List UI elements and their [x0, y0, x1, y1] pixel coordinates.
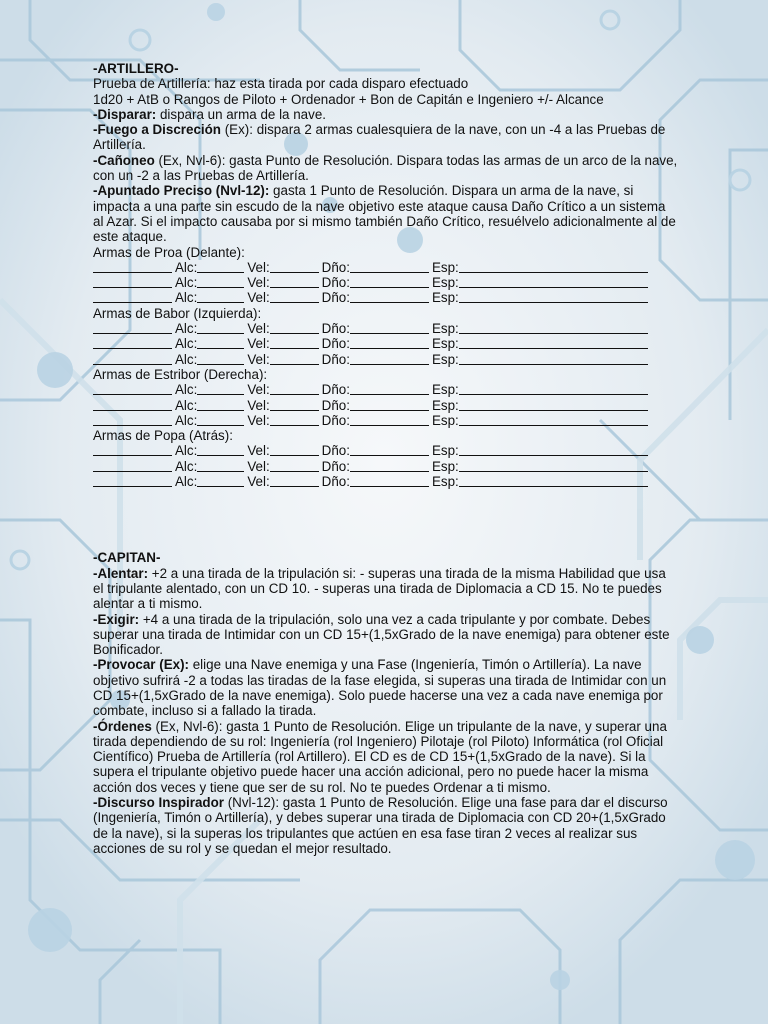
weapon-esp-blank[interactable]: [459, 443, 648, 456]
ability-apuntado-preciso: [93, 183, 678, 244]
ability-text: dispara un arma de la nave.: [156, 106, 326, 122]
weapon-vel-label: Vel:: [247, 443, 270, 459]
ability-discurso-inspirador: [93, 795, 678, 856]
ability-name: -Discurso Inspirador: [93, 795, 224, 811]
weapon-vel-label: Vel:: [247, 458, 270, 474]
weapon-dno-blank[interactable]: [350, 290, 429, 303]
weapon-row: [93, 474, 678, 489]
weapon-esp-blank[interactable]: [459, 352, 648, 365]
weapon-name-blank[interactable]: [93, 474, 172, 487]
weapon-vel-label: Vel:: [247, 351, 270, 367]
weapon-group-title: Armas de Babor (Izquierda):: [93, 305, 262, 321]
weapon-esp-label: Esp:: [431, 336, 459, 352]
weapon-alc-label: Alc:: [175, 474, 198, 490]
weapon-vel-blank[interactable]: [270, 260, 319, 273]
weapon-esp-blank[interactable]: [459, 459, 648, 472]
weapon-alc-label: Alc:: [175, 412, 198, 428]
weapon-vel-label: Vel:: [247, 474, 270, 490]
weapon-dno-blank[interactable]: [350, 382, 429, 395]
weapon-esp-blank[interactable]: [459, 321, 648, 334]
ability-text: : gasta 1 Punto de Resolución. Elige un tripulante de la nave, y superar una tirada dependiendo de su rol: Ingeniería (rol Ingeniero) Pilotaje (rol Piloto) Informática (rol Oficial Científico) Prueba de Artillería (rol Artillero). El CD es de CD 15+(1,5xGrado de la nave). Si la supera el tripulante objetivo puede hacer una acción adicional, pero no puede hacer la misma acción dos veces y tiene que ser de su rol. No te puedes Ordenar a ti mismo.: [93, 718, 667, 795]
ability-text: : gasta Punto de Resolución. Dispara todas las armas de un arco de la nave, con un -2 a las Pruebas de Artillería.: [93, 152, 678, 184]
ability-name: -Cañoneo: [93, 152, 155, 168]
weapon-alc-label: Alc:: [175, 336, 198, 352]
weapon-esp-blank[interactable]: [459, 382, 648, 395]
weapon-alc-label: Alc:: [175, 458, 198, 474]
capitan-heading: -CAPITAN-: [93, 550, 161, 566]
artillero-heading: -ARTILLERO-: [93, 61, 179, 76]
weapon-name-blank[interactable]: [93, 290, 172, 303]
weapon-vel-blank[interactable]: [270, 443, 319, 456]
weapon-group-title: Armas de Estribor (Derecha):: [93, 366, 268, 382]
weapon-dno-label: Dño:: [321, 351, 350, 367]
weapon-alc-blank[interactable]: [197, 321, 244, 334]
weapon-row: [93, 443, 678, 458]
weapon-vel-blank[interactable]: [270, 459, 319, 472]
weapon-vel-blank[interactable]: [270, 352, 319, 365]
weapon-vel-blank[interactable]: [270, 321, 319, 334]
weapon-vel-label: Vel:: [247, 290, 270, 306]
weapon-row: [93, 260, 678, 275]
weapon-vel-label: Vel:: [247, 275, 270, 291]
weapon-alc-blank[interactable]: [197, 398, 244, 411]
weapon-dno-label: Dño:: [321, 397, 350, 413]
weapon-name-blank[interactable]: [93, 352, 172, 365]
weapon-alc-blank[interactable]: [197, 459, 244, 472]
weapon-name-blank[interactable]: [93, 336, 172, 349]
weapon-vel-blank[interactable]: [270, 382, 319, 395]
weapon-row: [93, 352, 678, 367]
weapon-dno-label: Dño:: [321, 290, 350, 306]
weapon-row: [93, 398, 678, 413]
weapon-esp-label: Esp:: [431, 351, 459, 367]
weapon-name-blank[interactable]: [93, 398, 172, 411]
weapon-alc-blank[interactable]: [197, 382, 244, 395]
weapon-esp-label: Esp:: [431, 397, 459, 413]
weapon-dno-label: Dño:: [321, 443, 350, 459]
weapon-alc-blank[interactable]: [197, 260, 244, 273]
weapon-esp-label: Esp:: [431, 290, 459, 306]
weapon-row: [93, 290, 678, 305]
ability-tag: (Ex, Nvl-6): [154, 152, 222, 168]
weapon-row: [93, 459, 678, 474]
weapon-name-blank[interactable]: [93, 260, 172, 273]
weapon-alc-blank[interactable]: [197, 413, 244, 426]
ability-name: -Órdenes: [93, 718, 152, 734]
weapon-esp-label: Esp:: [431, 412, 459, 428]
ability-text: : gasta 1 Punto de Resolución. Elige una fase para dar el discurso (Ingeniería, Timón o Artillería), y debes superar una tirada de Diplomacia con CD 20+(1,5xGrado de la nave), si la superas los tripulantes que actúen en esa fase tiran 2 veces al realizar sus acciones de su rol y se quedan el mejor resultado.: [93, 795, 668, 856]
ability-name: -Exigir:: [93, 611, 140, 627]
ability-text: +2 a una tirada de la tripulación si: - superas una tirada de la misma Habilidad que usa el tripulante alentado, con un CD 10. - superas una tirada de Diplomacia a CD 15. No te puedes alentar a ti mismo.: [93, 565, 666, 612]
weapon-dno-blank[interactable]: [350, 459, 429, 472]
weapon-alc-blank[interactable]: [197, 443, 244, 456]
ability-name: -Apuntado Preciso (Nvl-12):: [93, 183, 270, 199]
weapon-alc-blank[interactable]: [197, 336, 244, 349]
weapon-vel-blank[interactable]: [270, 413, 319, 426]
weapon-vel-blank[interactable]: [270, 336, 319, 349]
weapon-row: [93, 336, 678, 351]
weapon-dno-label: Dño:: [321, 336, 350, 352]
ability-text: +4 a una tirada de la tripulación, solo una vez a cada tripulante y por combate. Debes superar una tirada de Intimidar con un CD 15+(1,5xGrado de la nave enemiga) para obtener este Bonificador.: [93, 611, 670, 658]
weapon-esp-label: Esp:: [431, 321, 459, 337]
weapon-name-blank[interactable]: [93, 459, 172, 472]
weapon-group-title: Armas de Proa (Delante):: [93, 244, 245, 260]
weapon-alc-label: Alc:: [175, 397, 198, 413]
weapon-esp-blank[interactable]: [459, 398, 648, 411]
weapon-esp-label: Esp:: [431, 259, 459, 275]
weapon-vel-blank[interactable]: [270, 474, 319, 487]
weapon-alc-blank[interactable]: [197, 474, 244, 487]
weapon-alc-blank[interactable]: [197, 290, 244, 303]
weapon-name-blank[interactable]: [93, 275, 172, 288]
weapon-dno-label: Dño:: [321, 275, 350, 291]
weapon-alc-label: Alc:: [175, 275, 198, 291]
weapon-vel-blank[interactable]: [270, 275, 319, 288]
ability-tag: (Ex): [220, 122, 250, 138]
ability-text: : dispara 2 armas cualesquiera de la nave, con un -4 a las Pruebas de Artillería.: [93, 122, 666, 153]
ability-text: elige una Nave enemiga y una Fase (Ingeniería, Timón o Artillería). La nave objetivo sufrirá -2 a todas las tiradas de la fase elegida, si superas una tirada de Intimidar con un CD 15+(1,5xGrado de la nave enemiga). Solo puede hacerse una vez a cada nave enemiga por combate, incluso si a fallado la tirada.: [93, 657, 667, 719]
weapon-alc-blank[interactable]: [197, 352, 244, 365]
ability-name: -Fuego a Discreción: [93, 122, 221, 138]
weapon-dno-blank[interactable]: [350, 443, 429, 456]
weapon-name-blank[interactable]: [93, 382, 172, 395]
weapon-alc-label: Alc:: [175, 290, 198, 306]
weapon-vel-label: Vel:: [247, 336, 270, 352]
weapon-dno-label: Dño:: [321, 321, 350, 337]
weapon-dno-blank[interactable]: [350, 336, 429, 349]
weapon-row: [93, 413, 678, 428]
document: [93, 61, 678, 856]
weapon-alc-label: Alc:: [175, 321, 198, 337]
ability-exigir: [93, 612, 678, 658]
weapon-esp-label: Esp:: [431, 275, 459, 291]
weapon-vel-blank[interactable]: [270, 398, 319, 411]
weapon-alc-blank[interactable]: [197, 275, 244, 288]
weapon-dno-label: Dño:: [321, 412, 350, 428]
ability-text: gasta 1 Punto de Resolución. Dispara un arma de la nave, si impacta a una parte sin escudo de la nave objetivo este ataque causa Daño Crítico a un sistema al Azar. Si el impacto causaba por si mismo también Daño Crítico, resuélvelo adicionalmente al de este ataque.: [93, 183, 676, 245]
weapon-esp-blank[interactable]: [459, 413, 648, 426]
weapon-dno-label: Dño:: [321, 458, 350, 474]
weapon-row: [93, 382, 678, 397]
weapon-vel-label: Vel:: [247, 412, 270, 428]
ability-name: -Alentar:: [93, 565, 149, 581]
weapon-name-blank[interactable]: [93, 443, 172, 456]
weapon-dno-blank[interactable]: [350, 321, 429, 334]
ability-name: -Provocar (Ex):: [93, 657, 189, 673]
weapon-name-blank[interactable]: [93, 413, 172, 426]
weapon-vel-label: Vel:: [247, 321, 270, 337]
weapon-vel-label: Vel:: [247, 259, 270, 275]
weapon-group-title: Armas de Popa (Atrás):: [93, 428, 233, 444]
weapon-vel-label: Vel:: [247, 382, 270, 398]
ability-canoneo: [93, 153, 678, 184]
weapon-esp-blank[interactable]: [459, 474, 648, 487]
weapon-dno-blank[interactable]: [350, 474, 429, 487]
weapon-esp-label: Esp:: [431, 458, 459, 474]
weapon-alc-label: Alc:: [175, 259, 198, 275]
weapon-esp-label: Esp:: [431, 382, 459, 398]
weapon-dno-label: Dño:: [321, 382, 350, 398]
weapon-esp-blank[interactable]: [459, 260, 648, 273]
ability-provocar: [93, 657, 678, 718]
ability-fuego-a-discrecion: [93, 122, 678, 153]
artillery-test-line: Prueba de Artillería: haz esta tirada por cada disparo efectuado: [93, 76, 469, 92]
weapon-alc-label: Alc:: [175, 443, 198, 459]
weapon-dno-blank[interactable]: [350, 413, 429, 426]
weapon-esp-label: Esp:: [431, 443, 459, 459]
weapon-dno-blank[interactable]: [350, 260, 429, 273]
artillery-formula-line: 1d20 + AtB o Rangos de Piloto + Ordenador + Bon de Capitán e Ingeniero +/- Alcance: [93, 91, 604, 107]
weapon-vel-blank[interactable]: [270, 290, 319, 303]
weapon-groups: [93, 245, 678, 490]
weapon-esp-blank[interactable]: [459, 336, 648, 349]
ability-tag: (Ex, Nvl-6): [151, 718, 219, 734]
weapon-row: [93, 321, 678, 336]
weapon-esp-blank[interactable]: [459, 275, 648, 288]
ability-ordenes: [93, 719, 678, 795]
ability-disparar: [93, 107, 678, 122]
weapon-row: [93, 275, 678, 290]
weapon-name-blank[interactable]: [93, 321, 172, 334]
weapon-alc-label: Alc:: [175, 351, 198, 367]
weapon-dno-blank[interactable]: [350, 398, 429, 411]
weapon-esp-label: Esp:: [431, 474, 459, 490]
weapon-dno-label: Dño:: [321, 259, 350, 275]
weapon-dno-label: Dño:: [321, 474, 350, 490]
ability-name: -Disparar:: [93, 106, 157, 122]
weapon-vel-label: Vel:: [247, 397, 270, 413]
weapon-esp-blank[interactable]: [459, 290, 648, 303]
ability-tag: (Nvl-12): [223, 795, 276, 811]
weapon-dno-blank[interactable]: [350, 275, 429, 288]
weapon-dno-blank[interactable]: [350, 352, 429, 365]
weapon-alc-label: Alc:: [175, 382, 198, 398]
ability-alentar: [93, 566, 678, 612]
